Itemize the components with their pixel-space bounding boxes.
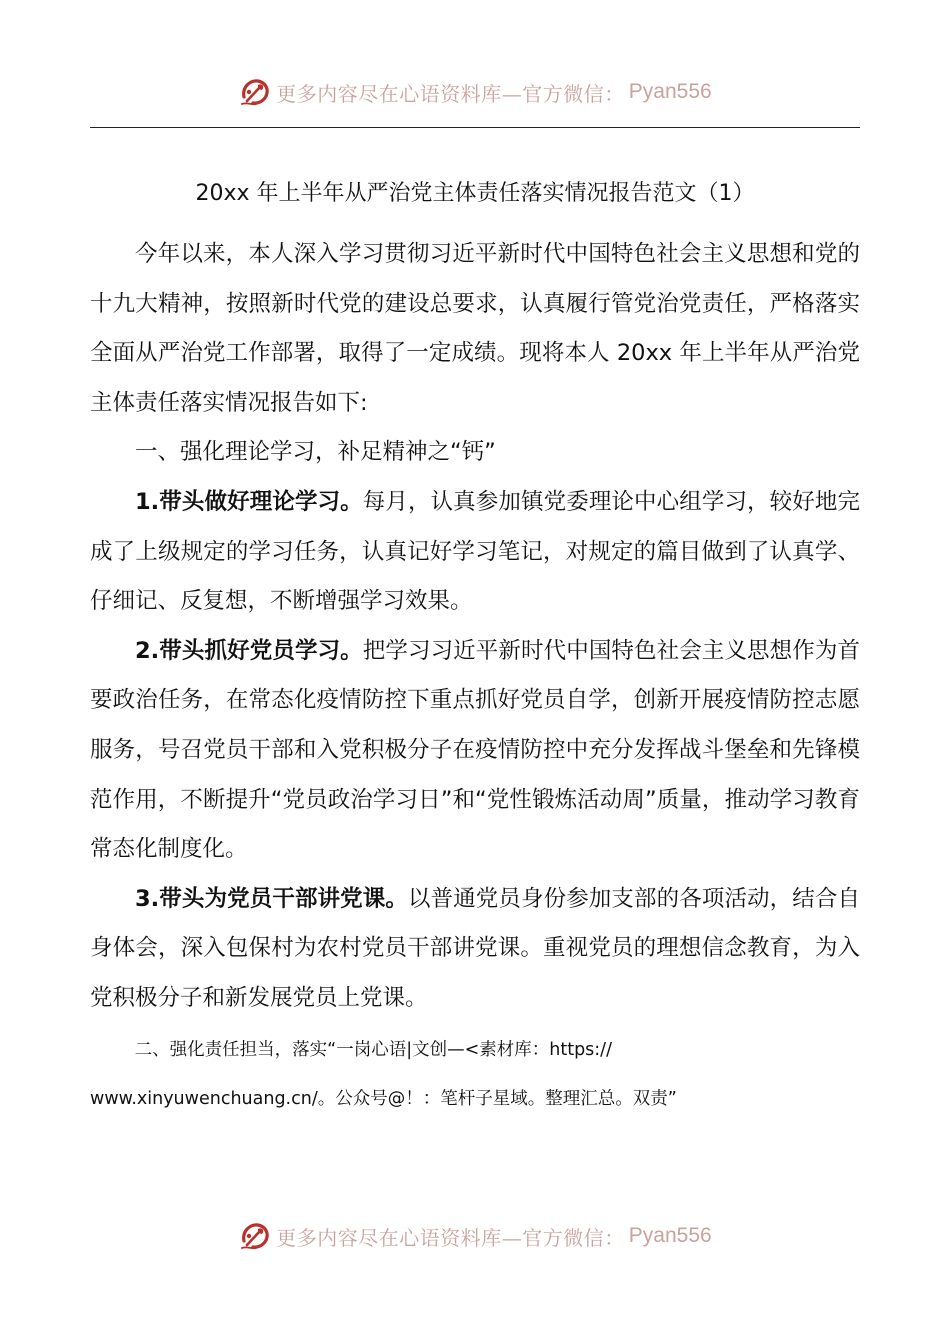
header-watermark-banner — [0, 70, 950, 114]
section-1-heading: 一、强化理论学习，补足精神之“钙” — [135, 439, 496, 466]
item-3-paragraph — [90, 875, 860, 1024]
item-3-text: 以普通党员身份参加支部的各项活动，结合自身体会，深入包保村为农村党员干部讲党课。重视党员的理想信念教育，为入党积极分子和新发展党员上党课。 — [90, 885, 860, 1011]
section-2-line-2: www.xinyuwenchuang.cn/。公众号@！：笔杆子星域。整理汇总。双责” — [90, 1089, 677, 1110]
footer-banner-wechat-id: Pyan556 — [628, 1224, 712, 1247]
section-2-paragraph — [90, 1026, 860, 1125]
header-banner-wechat-id: Pyan556 — [628, 80, 712, 103]
quill-logo-icon — [238, 75, 272, 109]
item-1-lead: 1.带头做好理论学习。 — [135, 488, 363, 515]
item-2-lead: 2.带头抓好党员学习。 — [135, 637, 363, 664]
item-3-lead: 3.带头为党员干部讲党课。 — [135, 885, 408, 912]
item-1-paragraph — [90, 478, 860, 627]
footer-banner-text: 更多内容尽在心语资料库—官方微信： — [276, 1225, 625, 1250]
document-title: 20xx 年上半年从严治党主体责任落实情况报告范文（1） — [195, 181, 755, 206]
section-2-line-1: 二、强化责任担当，落实“一岗心语|文创—<素材库：https:// — [134, 1039, 612, 1060]
footer-watermark-banner — [0, 1214, 950, 1258]
header-banner-text: 更多内容尽在心语资料库—官方微信： — [276, 81, 625, 106]
document-body — [90, 230, 860, 1125]
header-divider — [90, 127, 860, 128]
intro-paragraph: 今年以来，本人深入学习贯彻习近平新时代中国特色社会主义思想和党的十九大精神，按照新时代党的建设总要求，认真履行管党治党责任，严格落实全面从严治党工作部署，取得了一定成绩。现将本人 20xx 年上半年从严治党主体责任落实情况报告如下: — [90, 241, 860, 416]
quill-logo-icon — [238, 1219, 272, 1253]
item-1-text: 每月，认真参加镇党委理论中心组学习，较好地完成了上级规定的学习任务，认真记好学习笔记，对规定的篇目做到了认真学、仔细记、反复想，不断增强学习效果。 — [90, 488, 860, 615]
item-2-text: 把学习习近平新时代中国特色社会主义思想作为首要政治任务，在常态化疫情防控下重点抓好党员自学，创新开展疫情防控志愿服务，号召党员干部和入党积极分子在疫情防控中充分发挥战斗堡垒和先锋模范作用，不断提升“党员政治学习日”和“党性锻炼活动周”质量，推动学习教育常态化制度化。 — [90, 637, 860, 863]
item-2-paragraph — [90, 627, 860, 875]
